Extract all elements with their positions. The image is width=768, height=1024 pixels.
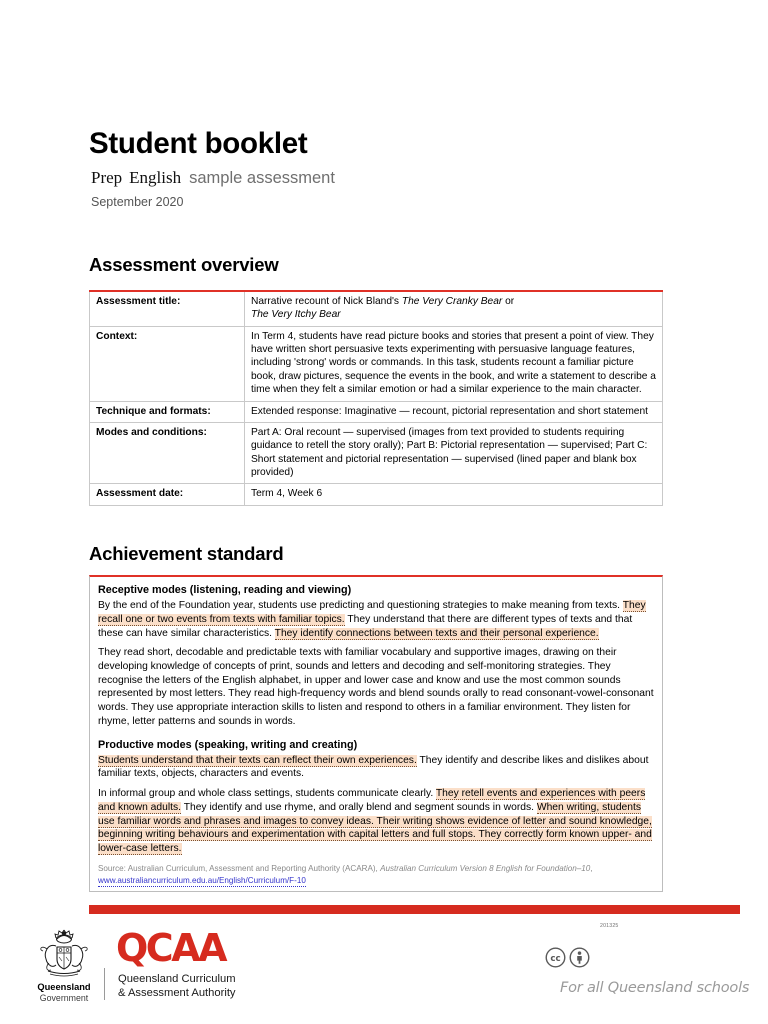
text-run: They identify and describe likes and dislikes about familiar texts, objects, characters and events. [98,754,649,780]
table-row [90,422,663,483]
productive-paragraph-1 [98,754,655,781]
row-value [245,291,663,326]
qcaa-name-line-2: & Assessment Authority [118,987,236,1000]
book-title-primary: The Very Cranky Bear [401,296,503,307]
text-run: In informal group and whole class settings, students communicate clearly. [98,788,436,800]
title-text-post: or [502,296,515,307]
row-value: Term 4, Week 6 [245,484,663,505]
document-footer [0,920,768,1024]
row-value: Part A: Oral recount — supervised (images from text provided to students requiring guidance to retell the story orally); Part B: Pictorial representation — supervised; Part C: Short statement and pictorial representation — supervised (lined paper and blank box provided) [245,422,663,483]
document-date: September 2020 [91,194,184,209]
table-row [90,484,663,505]
document-reference-code: 201325 [600,923,619,929]
achievement-standard-box [89,575,663,892]
svg-text:cc: cc [550,954,561,964]
source-url-link[interactable]: www.australiancurriculum.edu.au/English/Curriculum/F-10 [98,875,306,887]
footer-tagline: For all Queensland schools [560,980,750,996]
attribution-by-icon [569,947,590,968]
subtitle-line [91,168,689,188]
highlighted-text: When writing, students use familiar words and phrases and images to convey ideas. Their writing shows evidence of letter and sound knowledge, beginning writing behaviours and experimentation with capital letters and full stops. They correctly form known upper- and lower-case letters. [98,801,652,855]
table-row [90,326,663,401]
source-text-pre: Source: Australian Curriculum, Assessment and Reporting Authority (ACARA), [98,863,381,873]
assessment-overview-table [89,290,663,506]
receptive-paragraph-2: They read short, decodable and predictable texts with familiar vocabulary and supportive images, drawing on their developing knowledge of concepts of print, sounds and letters and decoding and self-monitoring strategies. They recognise the letters of the English alphabet, in upper and lower case and know and use the most common sounds represented by most letters. They read high-frequency words and blend sounds orally to read consonant-vowel-consonant words. They use appropriate interaction skills to listen and respond to others in a familiar environment. They listen for rhyme, letter patterns and sounds in words. [98,647,654,727]
document-header [89,129,689,209]
year-level-label: Prep [91,167,123,187]
crest-label-government: Government [39,992,89,1003]
highlighted-text: They retell events and experiences with peers and known adults. [98,788,646,813]
row-label: Modes and conditions: [90,422,245,483]
productive-paragraph-2 [98,787,655,856]
row-label: Assessment title: [90,291,245,326]
crest-label-queensland: Queensland [37,982,91,992]
title-text-pre: Narrative recount of Nick Bland's [251,296,402,307]
row-value: Extended response: Imaginative — recount, pictorial representation and short statement [245,401,663,422]
source-text-post: , [590,863,593,873]
productive-modes-heading: Productive modes (speaking, writing and creating) [98,738,358,751]
text-run: They understand that there are different types of texts and that these can have similar characteristics. [98,613,633,639]
highlighted-text: They recall one or two events from texts with familiar topics. [98,600,646,625]
page-title: Student booklet [89,127,308,160]
row-label: Technique and formats: [90,401,245,422]
footer-red-rule [89,905,740,914]
row-label: Assessment date: [90,484,245,505]
highlighted-text: They identify connections between texts and their personal experience. [274,627,599,639]
creative-commons-icon [545,947,566,968]
qcaa-acronym: QCAA [116,926,226,970]
qcaa-name-line-1: Queensland Curriculum [118,973,236,985]
table-row [90,291,663,326]
qcaa-full-name [118,972,236,1000]
text-run: They identify and use rhyme, and orally blend and segment sounds in words. [181,801,537,813]
doc-type-label: sample assessment [189,168,335,187]
receptive-modes-heading: Receptive modes (listening, reading and viewing) [98,584,352,596]
logo-divider [104,968,105,1000]
qcaa-logo-block [116,926,236,1000]
text-run: By the end of the Foundation year, students use predicting and questioning strategies to make meaning from texts. [98,600,623,612]
coat-of-arms-icon [36,927,92,981]
book-title-secondary: The Very Itchy Bear [251,309,341,321]
section-heading-achievement-standard: Achievement standard [89,543,284,564]
creative-commons-license-icons [545,947,590,968]
highlighted-text: Students understand that their texts can reflect their own experiences. [98,754,417,766]
source-publication-title: Australian Curriculum Version 8 English for Foundation–10 [380,863,591,873]
section-heading-assessment-overview: Assessment overview [89,254,279,275]
queensland-government-logo [33,927,95,1003]
subject-label: English [129,167,182,187]
row-value: In Term 4, students have read picture books and stories that present a point of view. They have written short persuasive texts experimenting with persuasive language features, including 'strong' words or commands. In this task, students recount a familiar picture book, draw pictures, sequence the events in the book, and write a statement to describe a time when they felt a similar emotion or had a similar experience to the main character. [245,326,663,401]
table-row [90,401,663,422]
source-citation [98,863,655,888]
row-label: Context: [90,326,245,401]
receptive-paragraph-1 [98,599,655,640]
